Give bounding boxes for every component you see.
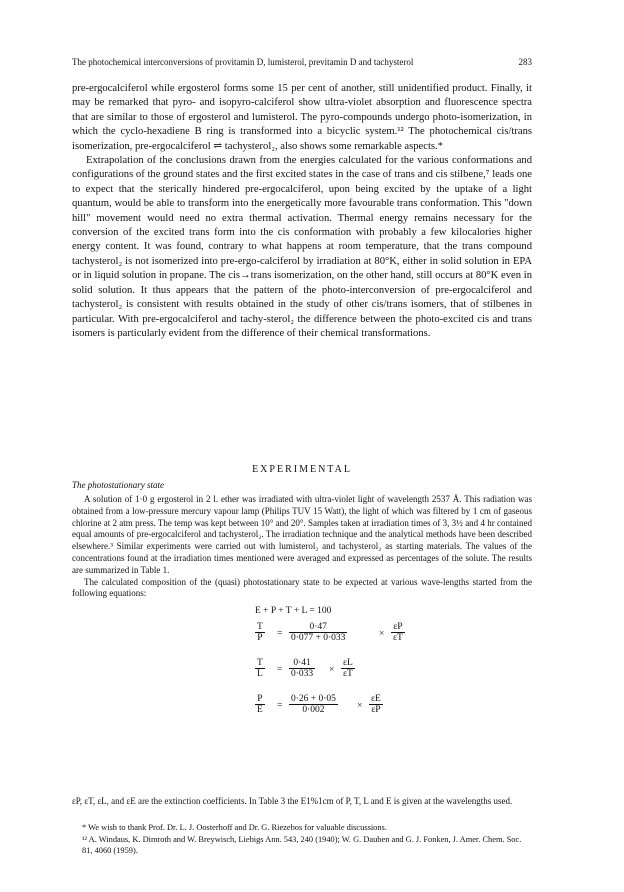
- eq2-rhs-num: εL: [343, 658, 353, 668]
- paragraph-2: Extrapolation of the conclusions drawn from the energies calculated for the various conformations and configurations of the ground states and the first excited states in the case of trans and cis stilbene,⁷ leads one to expect that the sterically hindered pre-ergocalciferol, upon being excited by the uptake of a light quantum, would be able to transform into the energetically more favourable trans conformation. This "down hill" movement would need no extra thermal activation. Thermal energy remains necessary for the conversion of the excited trans form into the cis conformation with probably a few kilocalories higher energy content. It was found, contrary to what happens at room temperature, that the trans compound tachysterol₂ is not isomerized into pre-ergo-calciferol by irradiation at 80°K, either in solid solution in EPA or in liquid solution in propane. The cis→trans isomerization, on the other hand, still occurs at 80°K even in solid solution. It thus appears that the pattern of the photo-interconversion of pre-ergocalciferol and tachysterol₂ is consistent with results obtained in the study of other cis/trans isomers, that of stilbenes in particular. With pre-ergocalciferol and tachy-sterol₂ the difference between the photo-excited cis and trans isomers is particularly evident from the difference of their chemical transformations.: [72, 155, 532, 339]
- eq2-mid: [289, 658, 315, 679]
- experimental-text: [72, 494, 532, 600]
- eq3-lhs: [255, 694, 265, 715]
- eq1-mid-den: 0·077 + 0·033: [291, 633, 346, 643]
- eq2-equals: =: [277, 665, 283, 675]
- eq2-lhs-num: T: [257, 658, 263, 668]
- body-text: [72, 82, 532, 341]
- experimental-paragraph-2: The calculated composition of the (quasi) photostationary state to be expected at various wave-lengths started from the following equations:: [72, 576, 532, 599]
- eq1-rhs-num: εP: [391, 622, 405, 633]
- eq3-mid-num: 0·26 + 0·05: [291, 694, 336, 704]
- paragraph-1: pre-ergocalciferol while ergosterol forms some 15 per cent of another, still unidentified product. Finally, it may be remarked that pyro- and isopyro-calciferol show ultra-violet absorption and fluorescence spectra that are similar to those of ergosterol and lumisterol. The pyro-compounds undergo photo-isomerization, in which the cyclo-hexadiene B ring is transformed into a bicyclic system.¹² The photochemical cis/trans isomerization, pre-ergocalciferol ⇌ tachysterol₂, also shows some remarkable aspects.*: [72, 83, 532, 152]
- eq3-lhs-num: P: [255, 694, 265, 705]
- eq1-equals: =: [277, 629, 283, 639]
- eq2-times: ×: [329, 665, 335, 675]
- eq2-rhs-den: εT: [343, 669, 353, 679]
- eq3-rhs: [369, 694, 383, 715]
- eq2-rhs: [341, 658, 355, 679]
- eq1-mid-num: 0·47: [289, 622, 347, 633]
- eq3-mid-den: 0·002: [302, 705, 325, 715]
- eq1-rhs: [391, 622, 405, 643]
- section-title-experimental: EXPERIMENTAL: [252, 464, 352, 475]
- footnote-12: ¹² A. Windaus, K. Dimroth and W. Breywisch, Liebigs Ann. 543, 240 (1940); W. G. Dauben and G. J. Fonken, J. Amer. Chem. Soc. 81, 4060 (1959).: [82, 834, 522, 855]
- equation-sum: E + P + T + L = 100: [255, 606, 332, 616]
- extinction-note: εP, εT, εL, and εE are the extinction coefficients. In Table 3 the E1%1cm of P, T, L and E is given at the wavelengths used.: [72, 796, 513, 806]
- running-title: The photochemical interconversions of provitamin D, lumisterol, previtamin D and tachysterol: [72, 57, 414, 67]
- page-header: [72, 57, 532, 67]
- eq3-mid: [289, 694, 338, 715]
- eq3-rhs-num: εE: [371, 694, 381, 704]
- eq1-lhs: [255, 622, 265, 643]
- eq2-mid-den: 0·033: [291, 669, 314, 679]
- eq2-mid-num: 0·41: [289, 658, 315, 669]
- eq1-lhs-den: P: [257, 633, 263, 643]
- experimental-paragraph-1: A solution of 1·0 g ergosterol in 2 l. ether was irradiated with ultra-violet light of wavelength 2537 Å. This radiation was obtained from a low-pressure mercury vapour lamp (Philips TUV 15 Watt), the light of which was filtered by 1 cm of gaseous chlorine at 2 atm press. The temp was kept between 10° and 20°. Samples taken at irradiation times of 3, 3½ and 4 hr contained equal amounts of pre-ergocalciferol and tachysterol₂. The irradiation technique and the analytical methods have been described elsewhere.³ Similar experiments were carried out with lumisterol₂ and tachysterol₂ as starting materials. The values of the concentrations found at the irradiation times mentioned were averaged and expressed as percentages of the solute. The results are summarized in Table 1.: [72, 494, 532, 575]
- eq1-mid: [289, 622, 347, 643]
- eq1-lhs-num: T: [257, 622, 263, 632]
- eq1-rhs-den: εT: [393, 633, 403, 643]
- eq3-rhs-den: εP: [371, 705, 381, 715]
- eq3-lhs-den: E: [257, 705, 263, 715]
- eq3-times: ×: [357, 701, 363, 711]
- footnote-acknowledgement: * We wish to thank Prof. Dr. L. J. Oosterhoff and Dr. G. Riezebos for valuable discussions.: [82, 823, 387, 832]
- subsection-title: The photostationary state: [72, 480, 164, 490]
- eq2-lhs: [255, 658, 265, 679]
- footnotes: [72, 823, 532, 857]
- eq1-times: ×: [379, 629, 385, 639]
- page-number: 283: [518, 57, 532, 67]
- eq2-lhs-den: L: [257, 669, 263, 679]
- eq3-equals: =: [277, 701, 283, 711]
